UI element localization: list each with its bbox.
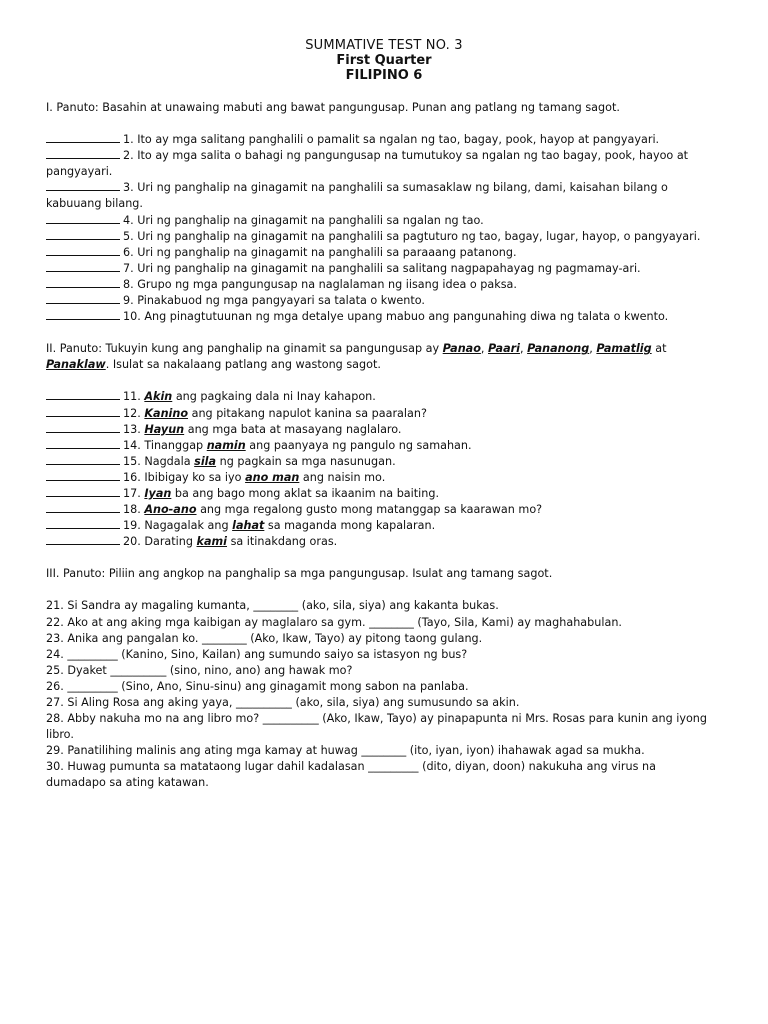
part1-item xyxy=(46,148,718,180)
keyword-pamatlig: Pamatlig xyxy=(596,342,652,356)
answer-blank[interactable] xyxy=(46,213,120,224)
question-text: Ibibigay ko sa iyo xyxy=(144,470,246,484)
part1-item xyxy=(46,277,718,293)
pronoun-keyword: kami xyxy=(196,535,228,549)
question-text: ang pagkaing dala ni Inay kahapon. xyxy=(172,390,376,404)
part3-item: 29. Panatilihing malinis ang ating mga kamay at huwag ________ (ito, iyan, iyon) ihahawak agad sa mukha. xyxy=(46,744,645,758)
part2-item xyxy=(46,438,718,454)
part3-item: 30. Huwag pumunta sa matataong lugar dahil kadalasan _________ (dito, diyan, doon) nakukuha ang virus na dumadapo sa ating katawan. xyxy=(46,760,656,790)
question-text: ng pagkain sa mga nasunugan. xyxy=(216,454,396,468)
answer-blank[interactable] xyxy=(46,132,120,143)
answer-blank[interactable] xyxy=(46,148,120,159)
question-number: 18. xyxy=(123,503,141,517)
question-text: Nagdala xyxy=(144,454,195,468)
part1-instruction: I. Panuto: Basahin at unawaing mabuti ang bawat pangungusap. Punan ang patlang ng tamang sagot. xyxy=(46,101,620,114)
answer-blank[interactable] xyxy=(46,277,120,288)
answer-blank[interactable] xyxy=(46,261,120,272)
pronoun-keyword: namin xyxy=(206,438,246,452)
part3-item: 24. _________ (Kanino, Sino, Kailan) ang sumundo saiyo sa istasyon ng bus? xyxy=(46,647,468,661)
question-text: sa itinakdang oras. xyxy=(227,535,338,549)
part3-item: 28. Abby nakuha mo na ang libro mo? __________ (Ako, Ikaw, Tayo) ay pinapapunta ni Mrs. Rosas para kunin ang iyong libro. xyxy=(46,712,708,742)
part2-item xyxy=(46,486,718,502)
answer-blank[interactable] xyxy=(46,229,120,240)
question-text: Darating xyxy=(144,535,197,549)
part1-items xyxy=(46,132,718,325)
pronoun-keyword: Ano-ano xyxy=(144,503,197,517)
answer-blank[interactable] xyxy=(46,438,120,449)
answer-blank[interactable] xyxy=(46,486,120,497)
part2-instr-a: II. Panuto: Tukuyin kung ang panghalip na ginamit sa pangungusap ay xyxy=(46,342,443,356)
answer-blank[interactable] xyxy=(46,406,120,417)
pronoun-keyword: Hayun xyxy=(144,422,185,436)
answer-blank[interactable] xyxy=(46,389,120,400)
question-number: 16. xyxy=(123,470,141,484)
part2-item xyxy=(46,406,718,422)
question-text: ang naisin mo. xyxy=(299,470,386,484)
question-text: 9. Pinakabuod ng mga pangyayari sa talata o kwento. xyxy=(123,294,425,308)
part3-item: 22. Ako at ang aking mga kaibigan ay maglalaro sa gym. ________ (Tayo, Sila, Kami) ay maghahabulan. xyxy=(46,615,622,629)
answer-blank[interactable] xyxy=(46,534,120,545)
test-title: SUMMATIVE TEST NO. 3 xyxy=(305,38,463,53)
answer-blank[interactable] xyxy=(46,180,120,191)
pronoun-keyword: lahat xyxy=(232,519,265,533)
part1-item xyxy=(46,293,718,309)
part2-item xyxy=(46,389,718,405)
question-text: 8. Grupo ng mga pangungusap na naglalaman ng iisang idea o paksa. xyxy=(123,277,517,291)
question-text: sa maganda mong kapalaran. xyxy=(264,519,436,533)
pronoun-keyword: Kanino xyxy=(144,406,189,420)
question-text: 6. Uri ng panghalip na ginagamit na panghalili sa paraaang patanong. xyxy=(123,245,517,259)
part1-item xyxy=(46,229,718,245)
question-text: 1. Ito ay mga salitang panghalili o pamalit sa ngalan ng tao, bagay, pook, hayop at pangyayari. xyxy=(123,133,660,147)
part1-item xyxy=(46,245,718,261)
answer-blank[interactable] xyxy=(46,245,120,256)
answer-blank[interactable] xyxy=(46,454,120,465)
question-number: 15. xyxy=(123,454,141,468)
part2-instruction xyxy=(46,341,718,373)
question-number: 11. xyxy=(123,390,141,404)
part2-items xyxy=(46,389,718,550)
part3-instruction: III. Panuto: Piliin ang angkop na panghalip sa mga pangungusap. Isulat ang tamang sagot. xyxy=(46,567,553,581)
answer-blank[interactable] xyxy=(46,470,120,481)
part1-item xyxy=(46,309,718,325)
part2-item xyxy=(46,454,718,470)
question-number: 17. xyxy=(123,486,141,500)
pronoun-keyword: Iyan xyxy=(144,486,172,500)
question-number: 19. xyxy=(123,519,141,533)
question-text: ang mga bata at masayang naglalaro. xyxy=(184,422,402,436)
part3-item: 25. Dyaket __________ (sino, nino, ano) ang hawak mo? xyxy=(46,663,353,677)
part2-item xyxy=(46,534,718,550)
part2-item xyxy=(46,502,718,518)
keyword-pananong: Pananong xyxy=(527,342,590,356)
pronoun-keyword: ano man xyxy=(245,470,300,484)
part1-item xyxy=(46,261,718,277)
question-text: ba ang bago mong aklat sa ikaanim na baiting. xyxy=(171,486,440,500)
sep1: , xyxy=(480,342,489,356)
question-text: 7. Uri ng panghalip na ginagamit na panghalili sa salitang nagpapahayag ng pagmamay-ari. xyxy=(123,261,641,275)
question-text: 4. Uri ng panghalip na ginagamit na panghalili sa ngalan ng tao. xyxy=(123,213,484,227)
pronoun-keyword: Akin xyxy=(144,390,173,404)
part2-item xyxy=(46,470,718,486)
part2-item xyxy=(46,422,718,438)
sep3: , xyxy=(589,342,597,356)
part1-item xyxy=(46,132,718,148)
question-text: 2. Ito ay mga salita o bahagi ng pangungusap na tumutukoy sa ngalan ng tao bagay, pook, hayoo at pangyayari. xyxy=(46,149,689,179)
keyword-panaklaw: Panaklaw xyxy=(46,358,106,372)
part3-items xyxy=(46,598,718,791)
part1-item xyxy=(46,213,718,229)
question-number: 13. xyxy=(123,422,141,436)
pronoun-keyword: sila xyxy=(194,454,217,468)
question-text: Tinanggap xyxy=(144,438,207,452)
answer-blank[interactable] xyxy=(46,422,120,433)
question-text: ang paanyaya ng pangulo ng samahan. xyxy=(245,438,472,452)
quarter-label: First Quarter xyxy=(336,53,432,68)
part3-item: 27. Si Aling Rosa ang aking yaya, __________ (ako, sila, siya) ang sumusundo sa akin. xyxy=(46,696,520,709)
part3-item: 21. Si Sandra ay magaling kumanta, ________ (ako, sila, siya) ang kakanta bukas. xyxy=(46,599,499,613)
question-text: ang pitakang napulot kanina sa paaralan? xyxy=(188,406,427,420)
question-text: 5. Uri ng panghalip na ginagamit na panghalili sa pagtuturo ng tao, bagay, lugar, hayop, o pangyayari. xyxy=(123,229,701,243)
question-number: 14. xyxy=(123,438,141,452)
keyword-panao: Panao xyxy=(442,342,481,356)
part2-instr-b: . Isulat sa nakalaang patlang ang wastong sagot. xyxy=(105,358,381,372)
part3-item: 26. _________ (Sino, Ano, Sinu-sinu) ang ginagamit mong sabon na panlaba. xyxy=(46,679,469,693)
test-header xyxy=(0,0,768,83)
question-text: ang mga regalong gusto mong matanggap sa kaarawan mo? xyxy=(196,503,543,517)
part1-item xyxy=(46,180,718,212)
question-text: 3. Uri ng panghalip na ginagamit na panghalili sa sumasaklaw ng bilang, dami, kaisahan bilang o kabuuang bilang. xyxy=(46,181,668,211)
question-number: 20. xyxy=(123,535,141,549)
part3-item: 23. Anika ang pangalan ko. ________ (Ako, Ikaw, Tayo) ay pitong taong gulang. xyxy=(46,631,483,645)
subject-label: FILIPINO 6 xyxy=(345,68,423,83)
question-number: 12. xyxy=(123,406,141,420)
and-word: at xyxy=(651,342,667,356)
test-body xyxy=(46,100,718,792)
keyword-paari: Paari xyxy=(488,342,520,356)
answer-blank[interactable] xyxy=(46,518,120,529)
question-text: 10. Ang pinagtutuunan ng mga detalye upang mabuo ang pangunahing diwa ng talata o kwento. xyxy=(123,310,669,324)
part2-item xyxy=(46,518,718,534)
sep2: , xyxy=(519,342,528,356)
question-text: Nagagalak ang xyxy=(144,519,233,533)
answer-blank[interactable] xyxy=(46,502,120,513)
answer-blank[interactable] xyxy=(46,309,120,320)
answer-blank[interactable] xyxy=(46,293,120,304)
